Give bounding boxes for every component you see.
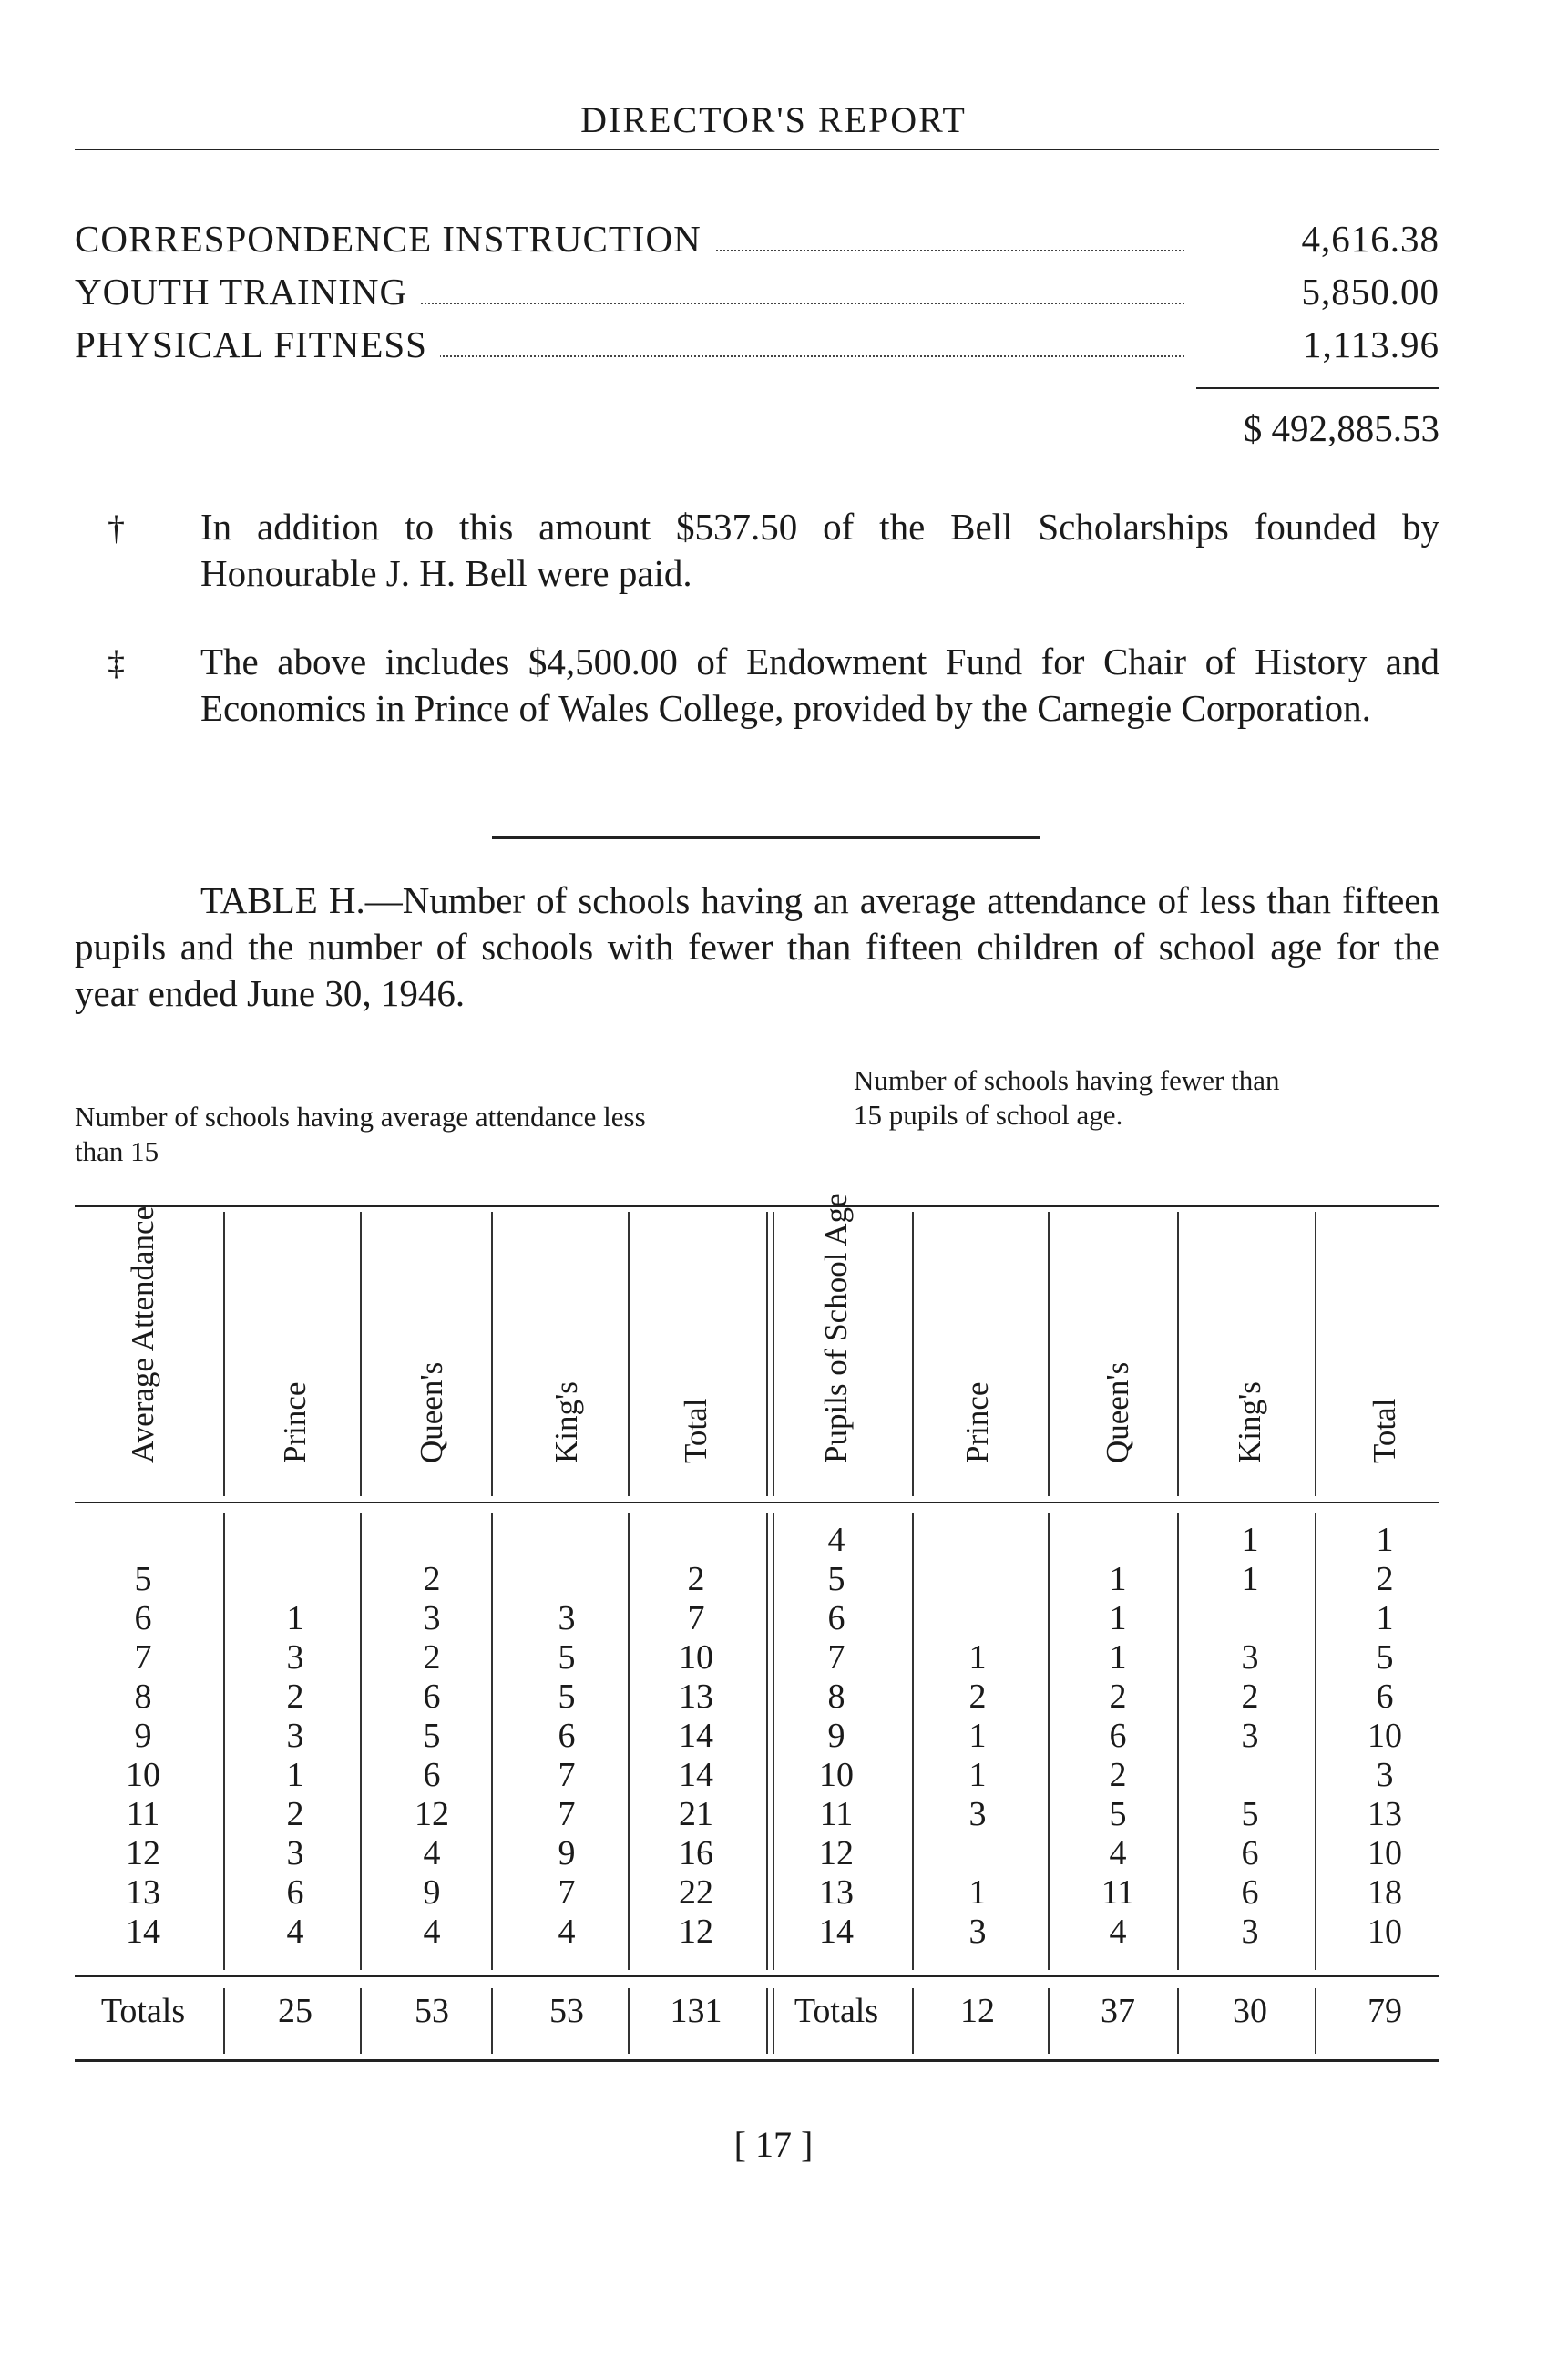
table-cell: 22 [679,1873,713,1912]
table-cell: 1 [286,1599,304,1637]
table-cell: 10 [1368,1834,1402,1872]
running-head: DIRECTOR'S REPORT [580,99,967,140]
ledger-label: PHYSICAL FITNESS [75,323,440,366]
table-cell: 14 [679,1756,713,1794]
column-rule [628,1212,630,1496]
column-rule [360,1513,362,1970]
table-cell: 7 [134,1638,152,1677]
table-cell: 12 [415,1795,449,1833]
table-cell: 2 [687,1560,705,1598]
table-cell: 5 [827,1560,845,1598]
table-cell: 7 [827,1638,845,1677]
table-cell: 14 [679,1717,713,1755]
table-cell: 2 [1109,1677,1127,1716]
totals-cell: 131 [670,1992,722,2030]
table-cell: 13 [1368,1795,1402,1833]
footnote-mark-dagger: † [108,509,125,548]
table-bottom-rule [75,2059,1439,2062]
totals-top-rule [75,1975,1439,1977]
table-cell: 10 [126,1756,160,1794]
table-cell: 2 [1109,1756,1127,1794]
table-cell: 2 [1241,1677,1259,1716]
table-cell: 1 [968,1756,987,1794]
column-rule [1177,1212,1179,1496]
table-cell: 6 [423,1756,441,1794]
table-cell: 3 [1376,1756,1394,1794]
table-cell: 10 [1368,1913,1402,1951]
table-cell: 4 [558,1913,576,1951]
page-number: [ 17 ] [733,2124,814,2165]
table-cell: 8 [134,1677,152,1716]
column-rule [912,1988,914,2054]
column-rule [628,1513,630,1970]
ledger-label: YOUTH TRAINING [75,270,420,313]
table-cell: 11 [1101,1873,1135,1912]
table-cell: 6 [558,1717,576,1755]
table-cell: 13 [819,1873,854,1912]
expenditure-ledger [75,217,1439,375]
table-cell: 5 [1241,1795,1259,1833]
table-cell: 9 [134,1717,152,1755]
table-cell: 1 [1109,1599,1127,1637]
table-cell: 1 [286,1756,304,1794]
table-cell: 3 [1241,1717,1259,1755]
column-rule [1177,1513,1179,1970]
table-cell: 16 [679,1834,713,1872]
table-cell: 5 [423,1717,441,1755]
column-rule [223,1988,225,2054]
footnote-double-dagger: The above includes $4,500.00 of Endowment Fund for Chair of History and Economics in Prince of Wales College, provided by the Carnegie Corporation. [200,641,1439,729]
footnote-dagger: In addition to this amount $537.50 of the Bell Scholarships founded by Honourable J. H. Bell were paid. [200,506,1439,594]
ledger-label: CORRESPONDENCE INSTRUCTION [75,217,714,261]
table-cell: 1 [1376,1599,1394,1637]
table-cell: 21 [679,1795,713,1833]
table-cell: 3 [558,1599,576,1637]
table-cell: 7 [558,1795,576,1833]
table-cell: 2 [286,1795,304,1833]
table-cell: 5 [558,1638,576,1677]
footnote-mark-double-dagger: ‡ [108,644,125,682]
totals-cell: 30 [1233,1992,1267,2030]
table-cell: 12 [679,1913,713,1951]
column-rule [491,1988,493,2054]
table-cell: 6 [286,1873,304,1912]
ledger-row [75,270,1439,323]
section-divider [492,836,1040,839]
table-cell: 5 [1109,1795,1127,1833]
table-cell: 2 [286,1677,304,1716]
table-cell: 2 [423,1560,441,1598]
table-cell: 4 [286,1913,304,1951]
column-rule [628,1988,630,2054]
table-cell: 4 [1109,1913,1127,1951]
column-rule [223,1212,225,1496]
totals-cell: 37 [1101,1992,1135,2030]
column-rule [773,1212,774,1496]
table-cell: 6 [423,1677,441,1716]
table-cell: 9 [558,1834,576,1872]
table-cell: 5 [1376,1638,1394,1677]
totals-cell: 53 [415,1992,449,2030]
table-cell: 3 [968,1913,987,1951]
column-header-label: Queen's [1100,1361,1135,1463]
table-cell: 18 [1368,1873,1402,1912]
column-rule [766,1513,768,1970]
left-subhead: Number of schools having average attendance less than 15 [75,1101,646,1167]
column-header-label: Prince [959,1381,995,1463]
table-cell: 6 [1109,1717,1127,1755]
table-cell: 6 [1376,1677,1394,1716]
table-cell: 13 [126,1873,160,1912]
column-rule [773,1513,774,1970]
table-cell: 10 [1368,1717,1402,1755]
table-cell: 8 [827,1677,845,1716]
ledger-amount: 1,113.96 [1303,323,1439,365]
table-cell: 11 [126,1795,160,1833]
table-cell: 5 [558,1677,576,1716]
column-rule [360,1212,362,1496]
header-bottom-rule [75,1502,1439,1503]
table-cell: 1 [1241,1560,1259,1598]
column-rule [1315,1988,1316,2054]
table-cell: 3 [968,1795,987,1833]
column-rule [1177,1988,1179,2054]
totals-cell: Totals [794,1992,879,2030]
table-cell: 7 [687,1599,705,1637]
column-rule [223,1513,225,1970]
column-rule [1315,1513,1316,1970]
table-cell: 3 [1241,1638,1259,1677]
column-header-label: King's [548,1381,584,1463]
column-rule [491,1513,493,1970]
column-rule [766,1212,768,1496]
ledger-row [75,323,1439,375]
column-header-label: Total [1367,1398,1402,1463]
column-rule [912,1212,914,1496]
table-cell: 4 [1109,1834,1127,1872]
totals-cell: Totals [100,1992,186,2030]
table-cell: 7 [558,1873,576,1912]
table-cell: 7 [558,1756,576,1794]
totals-cell: 79 [1368,1992,1402,2030]
column-header-label: Pupils of School Age [818,1193,854,1463]
right-subhead: Number of schools having fewer than 15 pupils of school age. [854,1064,1280,1131]
table-caption: TABLE H.—Number of schools having an average attendance of less than fifteen pupils and the number of schools with fewer than fifteen children of school age for the year ended June 30, 1946. [75,879,1439,1014]
column-header-label: Queen's [414,1361,449,1463]
table-cell: 12 [126,1834,160,1872]
table-cell: 4 [423,1834,441,1872]
column-header-label: King's [1232,1381,1267,1463]
table-cell: 3 [286,1717,304,1755]
table-cell: 5 [134,1560,152,1598]
column-header-label: Average Attendance [125,1205,160,1463]
header-rule [75,149,1439,150]
table-cell: 10 [679,1638,713,1677]
table-cell: 4 [423,1913,441,1951]
table-cell: 9 [827,1717,845,1755]
sum-rule [1196,387,1439,389]
table-cell: 1 [1241,1521,1259,1559]
table-cell: 11 [819,1795,854,1833]
table-cell: 6 [1241,1873,1259,1912]
totals-cell: 12 [960,1992,995,2030]
ledger-amount: 5,850.00 [1301,271,1439,313]
table-cell: 6 [1241,1834,1259,1872]
column-rule [1048,1212,1050,1496]
table-cell: 2 [968,1677,987,1716]
table-top-rule [75,1205,1439,1207]
table-cell: 12 [819,1834,854,1872]
column-header-label: Total [678,1398,713,1463]
table-cell: 1 [968,1638,987,1677]
ledger-row [75,217,1439,270]
table-cell: 3 [423,1599,441,1637]
totals-cell: 25 [278,1992,312,2030]
column-header-label: Prince [277,1381,312,1463]
table-cell: 1 [968,1873,987,1912]
table-cell: 6 [827,1599,845,1637]
table-cell: 2 [1376,1560,1394,1598]
table-cell: 6 [134,1599,152,1637]
table-cell: 3 [1241,1913,1259,1951]
ledger-total: $ 492,885.53 [1243,407,1439,449]
column-rule [1048,1988,1050,2054]
column-rule [491,1212,493,1496]
column-rule [1315,1212,1316,1496]
table-cell: 14 [819,1913,854,1951]
table-cell: 1 [1376,1521,1394,1559]
table-cell: 10 [819,1756,854,1794]
table-cell: 4 [827,1521,845,1559]
table-cell: 2 [423,1638,441,1677]
column-rule [912,1513,914,1970]
column-rule [1048,1513,1050,1970]
table-cell: 9 [423,1873,441,1912]
table-cell: 14 [126,1913,160,1951]
table-cell: 1 [968,1717,987,1755]
table-cell: 1 [1109,1638,1127,1677]
table-cell: 3 [286,1834,304,1872]
table-cell: 3 [286,1638,304,1677]
table-cell: 13 [679,1677,713,1716]
ledger-amount: 4,616.38 [1301,218,1439,260]
column-rule [360,1988,362,2054]
totals-cell: 53 [549,1992,584,2030]
table-cell: 1 [1109,1560,1127,1598]
